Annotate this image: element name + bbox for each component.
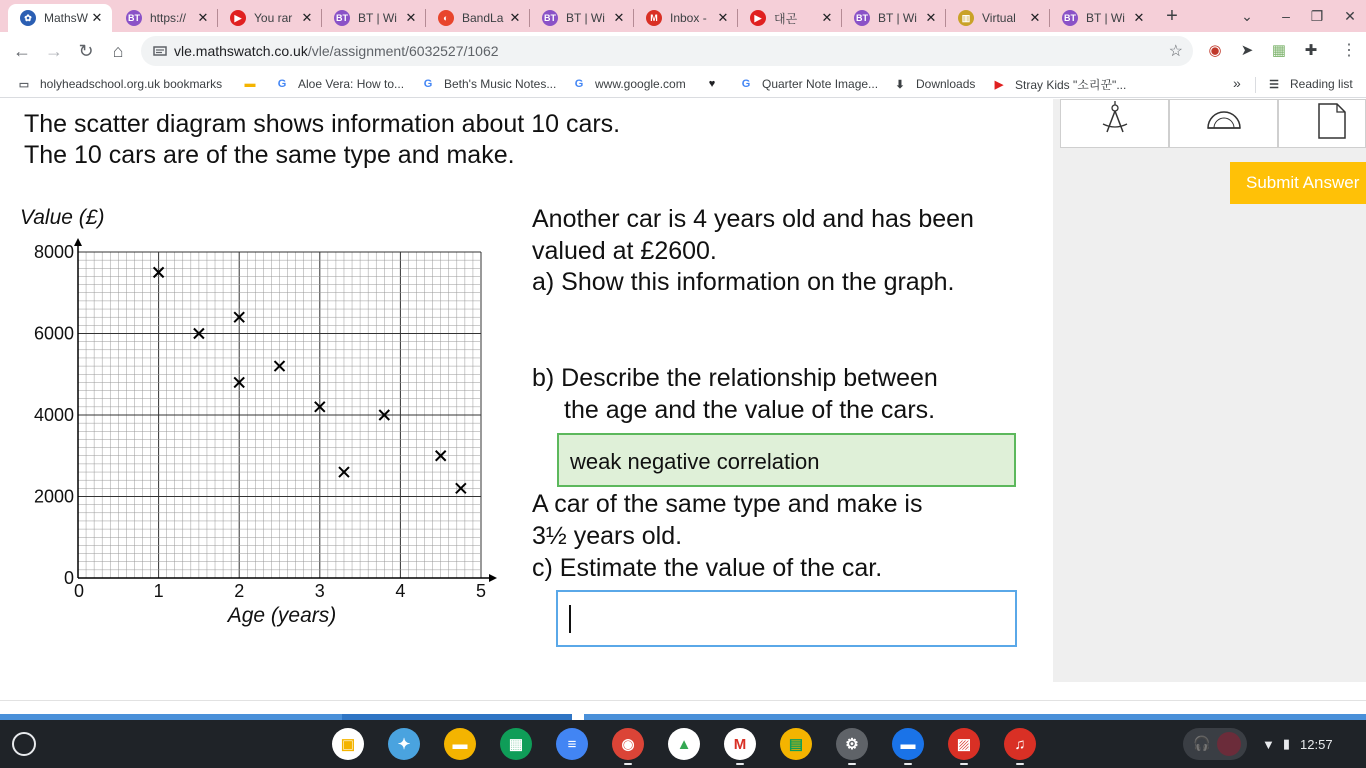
part-b-line-1: b) Describe the relationship between <box>532 364 938 392</box>
new-tab-icon[interactable]: + <box>1166 5 1178 27</box>
x-tick-label: 1 <box>153 581 164 601</box>
y-tick-label: 6000 <box>33 323 74 344</box>
question-intro-line-2: The 10 cars are of the same type and make. <box>24 141 515 169</box>
x-tick-label: 5 <box>475 581 487 601</box>
bt-icon: BT <box>126 10 142 26</box>
heart-icon: ♥ <box>708 78 716 90</box>
browser-tab[interactable] <box>530 4 634 32</box>
protractor-tool-button[interactable] <box>1169 99 1278 148</box>
tab-separator <box>529 9 530 27</box>
bookmark-item[interactable] <box>420 75 556 93</box>
more-bookmarks-icon[interactable]: » <box>1233 75 1241 91</box>
bookmark-label: Stray Kids "소리꾼"... <box>1015 77 1127 92</box>
tab-label: https:// <box>150 11 187 25</box>
tab-label: 대곤 <box>774 11 798 26</box>
part-c-line-1: A car of the same type and make is <box>532 490 923 518</box>
cursor-extension-icon[interactable]: ➤ <box>1240 42 1254 59</box>
extension-red-icon[interactable]: ◉ <box>1208 42 1222 59</box>
settings-icon[interactable]: ⚙ <box>836 728 868 760</box>
forward-arrow-icon[interactable]: → <box>45 41 63 61</box>
y-tick-label: 8000 <box>33 242 74 262</box>
tab-separator <box>425 9 426 27</box>
bookmark-label: www.google.com <box>595 77 686 91</box>
bookmark-item[interactable] <box>274 75 404 93</box>
tab-label: BT | Wi <box>358 11 397 25</box>
files-folder-icon[interactable]: ▬ <box>892 728 924 760</box>
bookmark-item[interactable] <box>571 75 686 93</box>
bookmark-label: Aloe Vera: How to... <box>298 77 405 91</box>
folder-icon: ▭ <box>18 78 30 91</box>
gmail-icon[interactable]: M <box>724 728 756 760</box>
url-host: vle.mathswatch.co.uk <box>174 43 308 59</box>
page-bottom-border <box>0 700 1366 714</box>
system-shelf <box>0 720 1366 768</box>
browser-tab[interactable] <box>634 4 738 32</box>
bt-icon: BT <box>1062 10 1078 26</box>
google-icon: G <box>277 78 287 90</box>
part-a-line-3: a) Show this information on the graph. <box>532 268 955 296</box>
bookmark-item[interactable] <box>991 75 1126 93</box>
question-intro-line-1: The scatter diagram shows information about 10 cars. <box>24 110 621 138</box>
y-tick-label: 2000 <box>33 486 74 507</box>
running-app-indicator <box>960 763 968 765</box>
bookmark-item[interactable] <box>892 75 975 93</box>
part-b-answer-box <box>557 433 1016 487</box>
running-app-indicator <box>848 763 856 765</box>
x-tick-label: 2 <box>234 581 245 601</box>
files-icon[interactable]: ▣ <box>332 728 364 760</box>
text-caret <box>569 605 571 633</box>
bookmarks-bar <box>0 70 1366 98</box>
youtube-icon: ▶ <box>230 10 246 26</box>
running-app-indicator <box>736 763 744 765</box>
tab-separator <box>1049 9 1050 27</box>
part-c-line-2: 3½ years old. <box>532 522 683 550</box>
browser-tab[interactable] <box>322 4 426 32</box>
tab-search-icon[interactable]: ⌄ <box>1241 8 1253 24</box>
headphones-tray-icon: 🎧 <box>1193 735 1211 751</box>
bt-icon: BT <box>854 10 870 26</box>
tab-separator <box>321 9 322 27</box>
browser-toolbar <box>0 32 1366 70</box>
launcher-icon[interactable] <box>12 732 36 756</box>
close-tab-icon[interactable]: ✕ <box>405 10 417 25</box>
gmail-icon: M <box>646 10 662 26</box>
back-arrow-icon[interactable]: ← <box>13 41 31 61</box>
youtube-icon: ▶ <box>750 10 766 26</box>
wifi-icon: ▼ <box>1262 736 1275 752</box>
tab-separator <box>633 9 634 27</box>
tab-label: BT | Wi <box>878 11 917 25</box>
y-axis-arrow <box>74 238 82 246</box>
menu-kebab-icon[interactable]: ⋮ <box>1341 42 1357 59</box>
part-c-line-3: c) Estimate the value of the car. <box>532 554 883 582</box>
x-tick-label: 4 <box>395 581 406 601</box>
google-icon: G <box>423 78 433 90</box>
classroom-icon[interactable]: ▤ <box>780 728 812 760</box>
google-icon: G <box>741 78 751 90</box>
close-window-icon[interactable]: ✕ <box>1344 8 1356 24</box>
virtual-icon: ▥ <box>958 10 974 26</box>
bookmark-item[interactable] <box>16 75 222 93</box>
reading-list-label: Reading list <box>1290 77 1353 91</box>
reload-icon[interactable]: ↻ <box>78 41 94 61</box>
tab-label: BT | Wi <box>1086 11 1125 25</box>
notes-tool-button[interactable] <box>1278 99 1366 148</box>
part-b-line-2: the age and the value of the cars. <box>564 396 936 424</box>
close-tab-icon[interactable]: ✕ <box>613 10 625 25</box>
bookmarks-divider <box>1255 77 1256 93</box>
browser-tab[interactable] <box>426 4 530 32</box>
close-tab-icon[interactable]: ✕ <box>925 10 937 25</box>
bookmark-item[interactable] <box>704 75 728 93</box>
close-tab-icon[interactable]: ✕ <box>1133 10 1145 25</box>
chrome-icon[interactable]: ◉ <box>612 728 644 760</box>
site-info-icon[interactable] <box>153 44 167 58</box>
tab-separator <box>737 9 738 27</box>
battery-icon: ▮ <box>1282 736 1291 751</box>
chrome-remote-icon[interactable]: ✦ <box>388 728 420 760</box>
reading-list-button[interactable] <box>1266 75 1353 93</box>
running-app-indicator <box>624 763 632 765</box>
x-axis-arrow <box>489 574 497 582</box>
tab-separator <box>217 9 218 27</box>
bookmark-label: Beth's Music Notes... <box>444 77 557 91</box>
chart-grid <box>78 252 481 578</box>
y-tick-label: 4000 <box>33 405 74 425</box>
gallery-icon[interactable]: ▨ <box>948 728 980 760</box>
bookmark-star-icon[interactable]: ☆ <box>1168 43 1183 60</box>
bookmark-label: Quarter Note Image... <box>762 77 879 91</box>
browser-tab[interactable] <box>218 4 322 32</box>
sheets-icon[interactable]: ▦ <box>500 728 532 760</box>
close-tab-icon[interactable]: ✕ <box>717 10 729 25</box>
reading-list-icon: ☰ <box>1269 78 1279 91</box>
drive-icon[interactable]: ▲ <box>668 728 700 760</box>
y-tick-label: 0 <box>63 568 74 588</box>
close-tab-icon[interactable]: ✕ <box>197 10 209 25</box>
submit-answer-button[interactable]: Submit Answer <box>1230 162 1366 204</box>
clock-time: 12:57 <box>1300 736 1333 752</box>
browser-tab[interactable] <box>842 4 946 32</box>
protractor-icon <box>1170 100 1279 149</box>
status-area[interactable] <box>1262 728 1362 760</box>
running-app-indicator <box>1016 763 1024 765</box>
tab-label: You rar <box>254 11 293 25</box>
bookmark-label: holyheadschool.org.uk bookmarks <box>40 77 223 91</box>
address-bar[interactable] <box>141 36 1193 66</box>
home-icon[interactable]: ⌂ <box>112 41 124 61</box>
x-axis-label: Age (years) <box>227 604 337 627</box>
browser-tab[interactable] <box>8 4 112 32</box>
browser-tab[interactable] <box>738 4 842 32</box>
browser-tab[interactable] <box>946 4 1050 32</box>
minimize-icon[interactable]: – <box>1282 8 1290 24</box>
tab-separator <box>945 9 946 27</box>
compass-icon <box>1061 100 1170 149</box>
url-path: /vle/assignment/6032527/1062 <box>307 43 499 59</box>
compass-tool-button[interactable] <box>1060 99 1169 148</box>
tab-label: MathsW <box>44 11 88 25</box>
extensions-puzzle-icon[interactable]: ✚ <box>1304 42 1318 59</box>
avatar <box>1217 732 1241 756</box>
bt-icon: BT <box>542 10 558 26</box>
tab-label: Inbox - <box>670 11 707 25</box>
bt-icon: BT <box>334 10 350 26</box>
tab-strip <box>0 0 1366 32</box>
docs-icon[interactable]: ≡ <box>556 728 588 760</box>
slides-icon[interactable]: ▬ <box>444 728 476 760</box>
part-c-answer-input[interactable] <box>556 590 1017 647</box>
close-tab-icon[interactable]: ✕ <box>301 10 313 25</box>
tab-label: BT | Wi <box>566 11 605 25</box>
x-tick-label: 3 <box>314 581 325 601</box>
browser-tab[interactable] <box>1050 4 1154 32</box>
bookmark-item[interactable] <box>738 75 878 93</box>
close-tab-icon[interactable]: ✕ <box>821 10 833 25</box>
youtube-icon: ▶ <box>994 78 1004 91</box>
y-axis-label: Value (£) <box>20 206 105 229</box>
headphones-icon[interactable]: ♫ <box>1004 728 1036 760</box>
scatter-chart[interactable] <box>0 99 520 639</box>
data-points <box>154 267 466 493</box>
part-b-answer-text: weak negative correlation <box>570 449 820 474</box>
folder-yellow-icon: ▬ <box>244 78 256 90</box>
x-tick-label: 0 <box>73 581 85 601</box>
tab-label: Virtual <box>982 11 1016 25</box>
download-icon: ⬇ <box>895 78 905 91</box>
tab-separator <box>841 9 842 27</box>
mathswatch-icon: ✿ <box>20 10 36 26</box>
extension-grid-icon[interactable]: ▦ <box>1271 42 1287 59</box>
url-text <box>174 43 499 59</box>
part-a-line-2: valued at £2600. <box>532 237 717 265</box>
running-app-indicator <box>904 763 912 765</box>
restore-icon[interactable]: ❐ <box>1310 8 1324 24</box>
browser-tab[interactable] <box>114 4 218 32</box>
close-tab-icon[interactable]: ✕ <box>1029 10 1041 25</box>
document-icon <box>1279 100 1366 149</box>
close-tab-icon[interactable]: ✕ <box>91 10 103 25</box>
close-tab-icon[interactable]: ✕ <box>509 10 521 25</box>
media-tray[interactable] <box>1183 728 1247 760</box>
bookmark-item[interactable] <box>242 75 266 93</box>
google-icon: G <box>574 78 584 90</box>
bookmark-label: Downloads <box>916 77 976 91</box>
bandlab-icon: ◐ <box>438 10 454 26</box>
tab-label: BandLa <box>462 11 504 25</box>
part-a-line-1: Another car is 4 years old and has been <box>532 205 974 233</box>
